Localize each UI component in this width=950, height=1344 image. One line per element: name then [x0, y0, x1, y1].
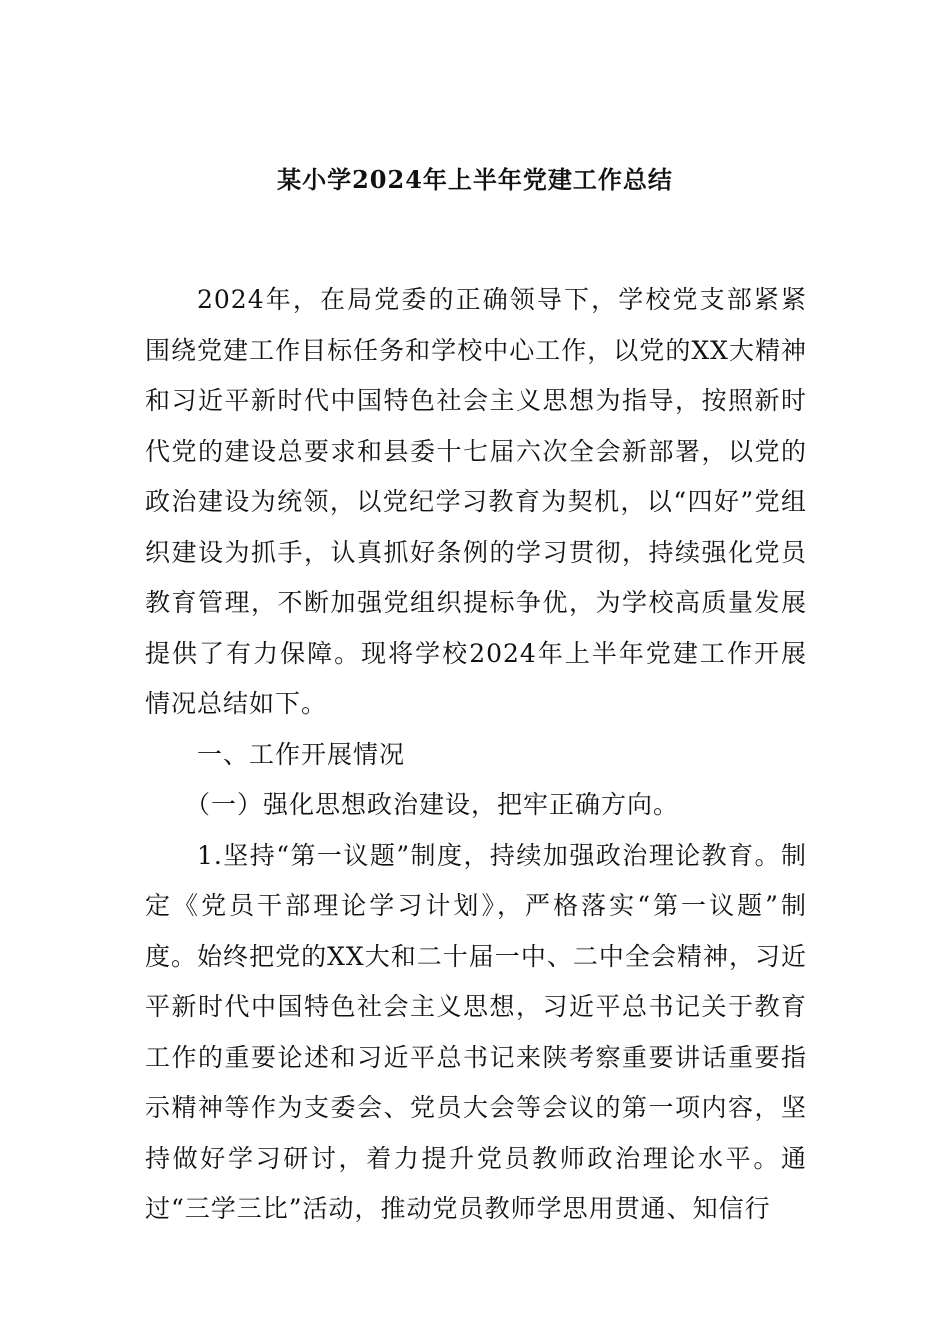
document-body [145, 275, 807, 1235]
item-paragraph-first-agenda: 1.坚持“第一议题”制度，持续加强政治理论教育。制定《党员干部理论学习计划》，严格落实“第一议题”制度。始终把党的XX大和二十届一中、二中全会精神，习近平新时代中国特色社会主义思想，习近平总书记关于教育工作的重要论述和习近平总书记来陕考察重要讲话重要指示精神等作为支委会、党员大会等会议的第一项内容，坚持做好学习研讨，着力提升党员教师政治理论水平。通过“三学三比”活动，推动党员教师学思用贯通、知信行 [145, 840, 807, 1223]
subsection-heading-ideological-building: （一）强化思想政治建设，把牢正确方向。 [185, 790, 680, 819]
section-heading-work-progress: 一、工作开展情况 [197, 739, 406, 769]
document-title: 某小学2024年上半年党建工作总结 [277, 165, 673, 194]
intro-paragraph: 2024年，在局党委的正确领导下，学校党支部紧紧围绕党建工作目标任务和学校中心工作，以党的XX大精神和习近平新时代中国特色社会主义思想为指导，按照新时代党的建设总要求和县委十七届六次全会新部署，以党的政治建设为统领，以党纪学习教育为契机，以“四好”党组织建设为抓手，认真抓好条例的学习贯彻，持续强化党员教育管理，不断加强党组织提标争优，为学校高质量发展提供了有力保障。现将学校2024年上半年党建工作开展情况总结如下。 [145, 285, 807, 718]
